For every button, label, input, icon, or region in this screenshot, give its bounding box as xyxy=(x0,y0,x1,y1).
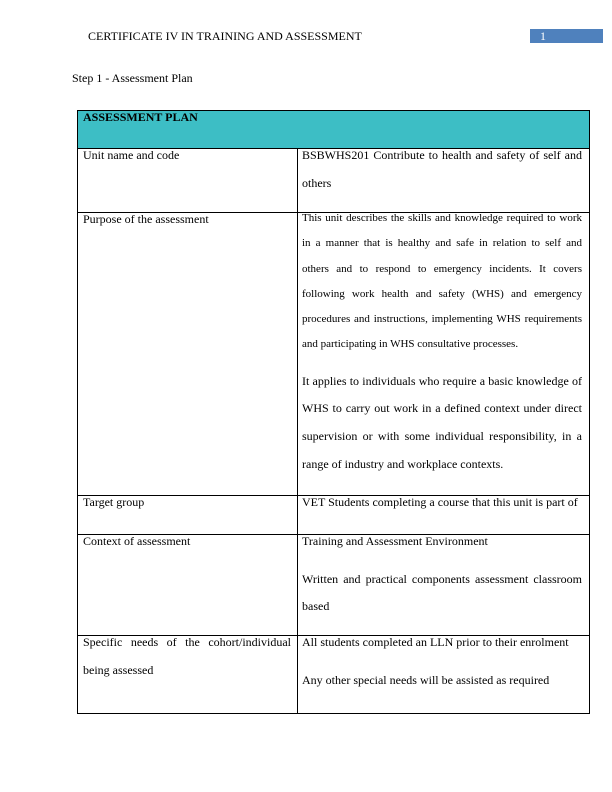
table-row-specific-needs xyxy=(78,635,589,713)
row-value-text: Written and practical components assessment classroom based xyxy=(302,571,582,614)
assessment-plan-table xyxy=(77,110,590,714)
table-title: ASSESSMENT PLAN xyxy=(83,110,198,124)
step-heading: Step 1 - Assessment Plan xyxy=(72,71,193,85)
running-head: CERTIFICATE IV IN TRAINING AND ASSESSMENT xyxy=(88,29,362,43)
row-label-cell xyxy=(78,636,298,713)
row-value-cell xyxy=(298,213,589,495)
row-value-text: Any other special needs will be assisted as required xyxy=(302,672,550,687)
row-value-cell xyxy=(298,535,589,635)
row-label-cell xyxy=(78,149,298,212)
page-number: 1 xyxy=(540,29,546,43)
row-label-cell xyxy=(78,213,298,495)
row-label-cell xyxy=(78,535,298,635)
row-value-text: All students completed an LLN prior to their enrolment xyxy=(302,635,569,649)
row-value-text: It applies to individuals who require a basic knowledge of WHS to carry out work in a defined context under direct supervision or with some individual responsibility, in a range of industry and workplace contexts. xyxy=(302,373,582,471)
table-row-context xyxy=(78,534,589,635)
row-label: Purpose of the assessment xyxy=(83,212,209,226)
row-label: Context of assessment xyxy=(83,534,191,548)
row-value-text: BSBWHS201 Contribute to health and safety of self and others xyxy=(302,148,582,190)
table-row-unit-name xyxy=(78,148,589,212)
row-label: Target group xyxy=(83,495,145,509)
page-number-box xyxy=(530,29,603,43)
row-label: Specific needs of the cohort/individual being assessed xyxy=(83,635,291,677)
row-value-cell xyxy=(298,149,589,212)
row-value-text: Training and Assessment Environment xyxy=(302,534,488,548)
table-row-purpose xyxy=(78,212,589,495)
row-value-text: This unit describes the skills and knowledge required to work in a manner that is healthy and safe in relation to self and others and to respond to emergency incidents. It covers following work health and safety (WHS) and emergency procedures and instructions, implementing WHS requirements and participating in WHS consultative processes. xyxy=(302,212,582,351)
row-value-cell xyxy=(298,636,589,713)
row-value-text: VET Students completing a course that this unit is part of xyxy=(302,495,578,509)
row-label: Unit name and code xyxy=(83,148,180,162)
